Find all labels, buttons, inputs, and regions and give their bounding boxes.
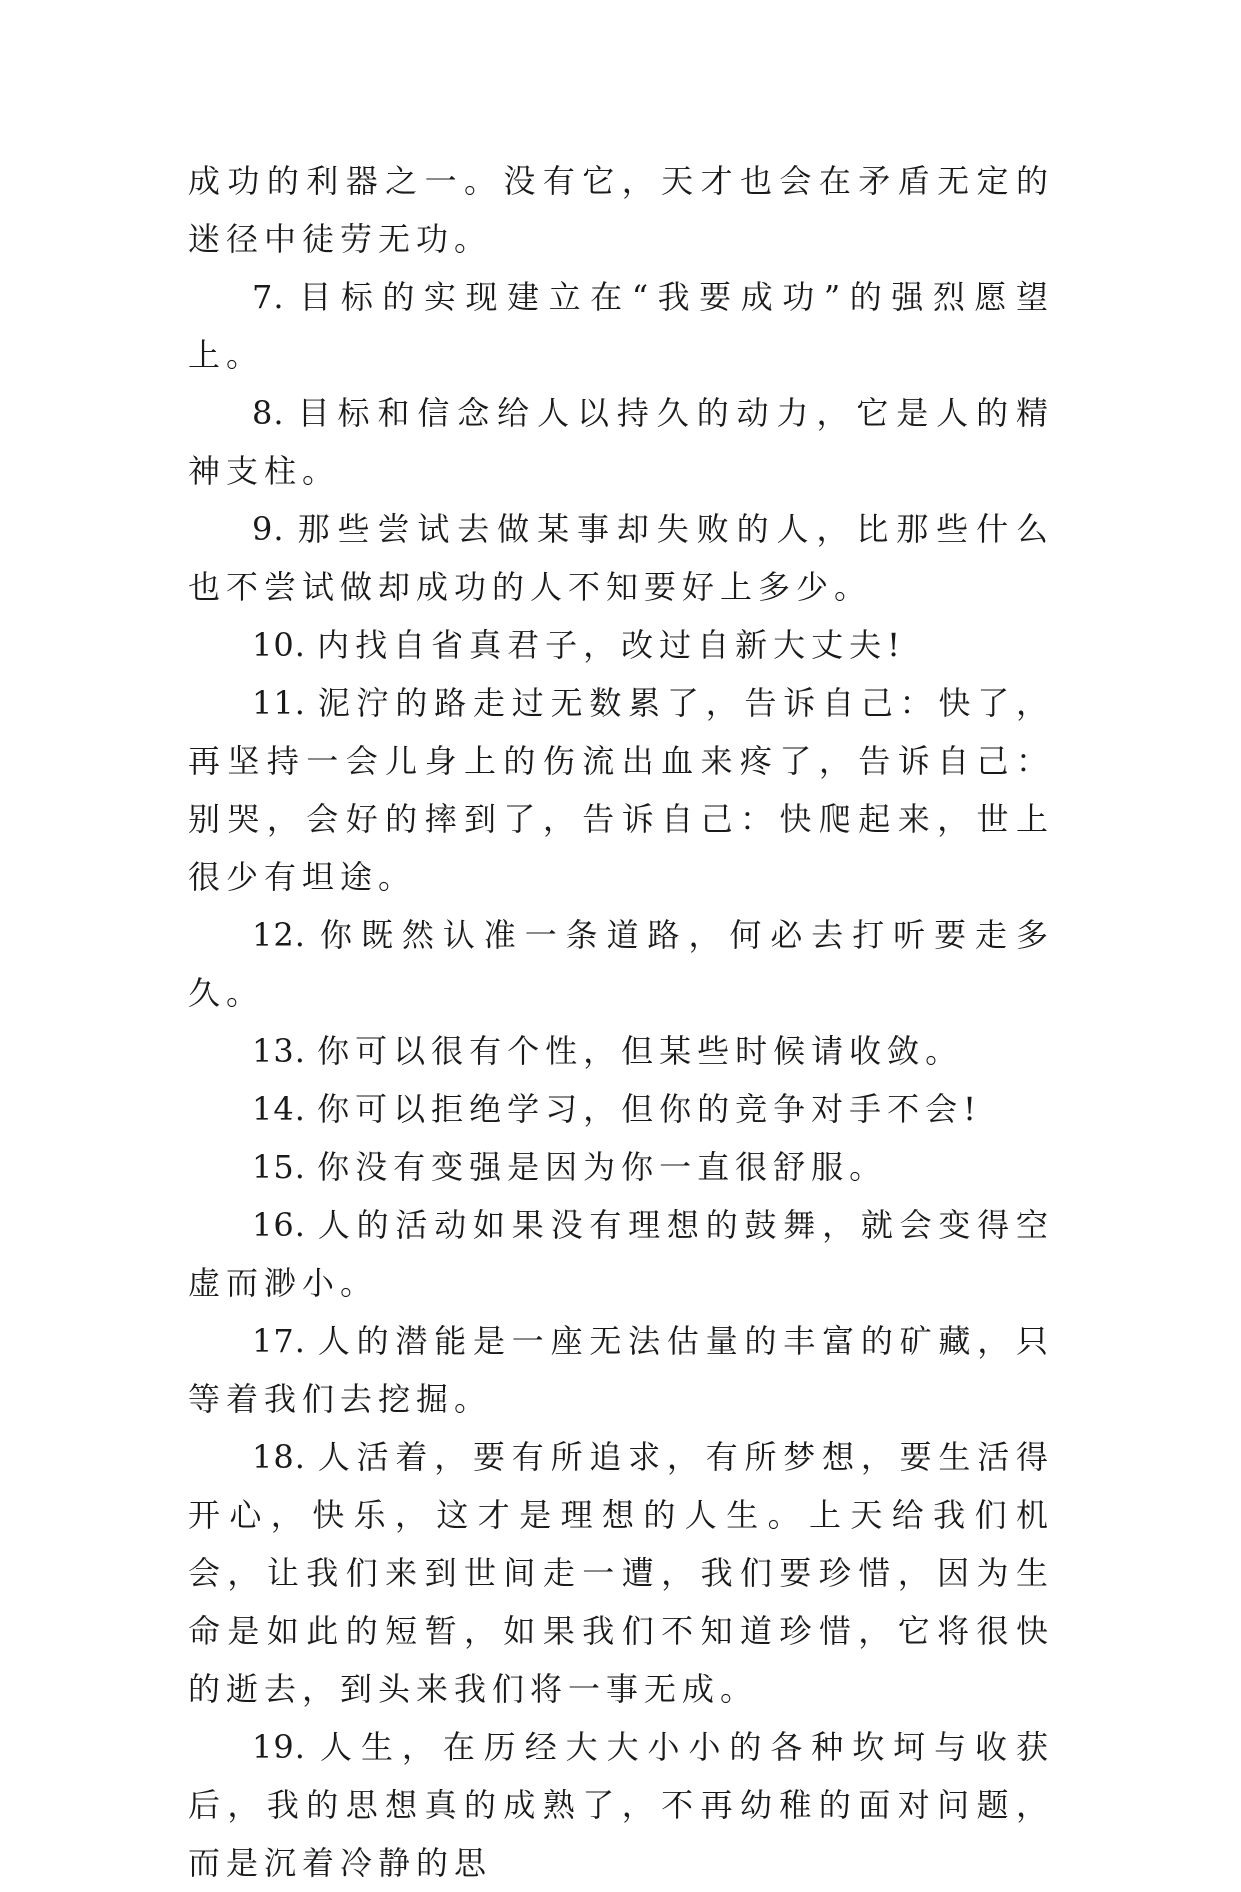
paragraph-text: 你没有变强是因为你一直很舒服。 <box>317 1148 888 1186</box>
paragraph-item-9 <box>188 500 1054 616</box>
paragraph-text: 你可以拒绝学习，但你的竞争对手不会! <box>317 1090 982 1128</box>
paragraph-item-13 <box>188 1022 1054 1080</box>
paragraph-text: 目标和信念给人以持久的动力，它是人的精神支柱。 <box>188 394 1054 490</box>
paragraph-text: 人的活动如果没有理想的鼓舞，就会变得空虚而渺小。 <box>188 1206 1054 1302</box>
paragraph-item-16 <box>188 1196 1054 1312</box>
item-number: 14. <box>252 1090 318 1128</box>
paragraph-item-17 <box>188 1312 1054 1428</box>
paragraph-text: 人活着，要有所追求，有所梦想，要生活得开心，快乐，这才是理想的人生。上天给我们机会，让我们来到世间走一遭，我们要珍惜，因为生命是如此的短暂，如果我们不知道珍惜，它将很快的逝去，到头来我们将一事无成。 <box>188 1438 1054 1708</box>
paragraph-text: 目标的实现建立在“我要成功”的强烈愿望上。 <box>188 278 1054 374</box>
paragraph-item-14 <box>188 1080 1054 1138</box>
item-number: 7. <box>252 278 300 316</box>
paragraph-item-15 <box>188 1138 1054 1196</box>
item-number: 10. <box>252 626 318 664</box>
item-number: 18. <box>252 1438 318 1476</box>
document-body <box>188 152 1054 1892</box>
item-number: 11. <box>252 684 318 722</box>
paragraph-item-10 <box>188 616 1054 674</box>
item-number: 16. <box>252 1206 318 1244</box>
paragraph-text: 你可以很有个性，但某些时候请收敛。 <box>317 1032 964 1070</box>
paragraph-continuation <box>188 152 1054 268</box>
paragraph-item-8 <box>188 384 1054 500</box>
item-number: 13. <box>252 1032 318 1070</box>
item-number: 9. <box>252 510 298 548</box>
paragraph-text: 那些尝试去做某事却失败的人，比那些什么也不尝试做却成功的人不知要好上多少。 <box>188 510 1054 606</box>
paragraph-text: 成功的利器之一。没有它，天才也会在矛盾无定的迷径中徒劳无功。 <box>188 162 1054 258</box>
paragraph-text: 人的潜能是一座无法估量的丰富的矿藏，只等着我们去挖掘。 <box>188 1322 1054 1418</box>
paragraph-item-11 <box>188 674 1054 906</box>
paragraph-text: 泥泞的路走过无数累了，告诉自己：快了，再坚持一会儿身上的伤流出血来疼了，告诉自己：别哭，会好的摔到了，告诉自己：快爬起来，世上很少有坦途。 <box>188 684 1054 896</box>
paragraph-item-18 <box>188 1428 1054 1718</box>
paragraph-item-12 <box>188 906 1054 1022</box>
item-number: 15. <box>252 1148 318 1186</box>
paragraph-text: 你既然认准一条道路，何必去打听要走多久。 <box>188 916 1054 1012</box>
paragraph-item-7 <box>188 268 1054 384</box>
paragraph-text: 人生，在历经大大小小的各种坎坷与收获后，我的思想真的成熟了，不再幼稚的面对问题，而是沉着冷静的思 <box>188 1728 1054 1882</box>
paragraph-item-19 <box>188 1718 1054 1892</box>
item-number: 12. <box>252 916 321 954</box>
item-number: 19. <box>252 1728 321 1766</box>
item-number: 8. <box>252 394 298 432</box>
item-number: 17. <box>252 1322 318 1360</box>
paragraph-text: 内找自省真君子，改过自新大丈夫! <box>317 626 906 664</box>
